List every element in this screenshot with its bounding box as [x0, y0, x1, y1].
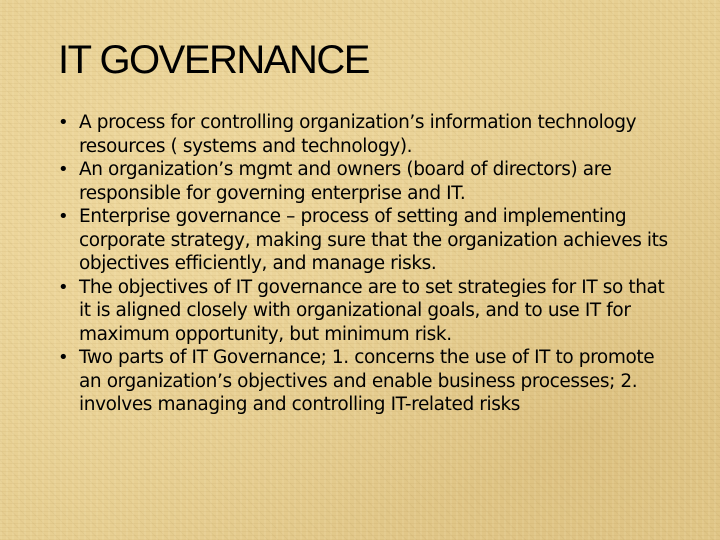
bullet-item	[58, 158, 668, 205]
bullet-item	[58, 276, 668, 347]
bullet-dot-icon: •	[58, 347, 69, 368]
bullet-text: Two parts of IT Governance; 1. concerns the use of IT to promote an organization’s objectives and enable business processes; 2. involves managing and controlling IT-related risks	[79, 347, 655, 415]
bullet-item	[58, 205, 668, 276]
bullet-item	[58, 111, 668, 158]
bullet-text: The objectives of IT governance are to set strategies for IT so that it is aligned closely with organizational goals, and to use IT for maximum opportunity, but minimum risk.	[79, 276, 665, 345]
slide-title: IT GOVERNANCE	[58, 38, 369, 82]
bullet-dot-icon: •	[58, 159, 69, 180]
bullet-text: An organization’s mgmt and owners (board of directors) are responsible for governing enterprise and IT.	[79, 159, 612, 204]
bullet-text: A process for controlling organization’s information technology resources ( systems and technology).	[79, 112, 637, 157]
bullet-item	[58, 346, 668, 417]
bullet-text: Enterprise governance – process of setting and implementing corporate strategy, making sure that the organization achieves its objectives efficiently, and manage risks.	[79, 206, 668, 274]
bullet-dot-icon: •	[58, 276, 69, 298]
bullet-list	[58, 111, 668, 417]
bullet-dot-icon: •	[58, 206, 69, 227]
bullet-dot-icon: •	[58, 112, 69, 133]
